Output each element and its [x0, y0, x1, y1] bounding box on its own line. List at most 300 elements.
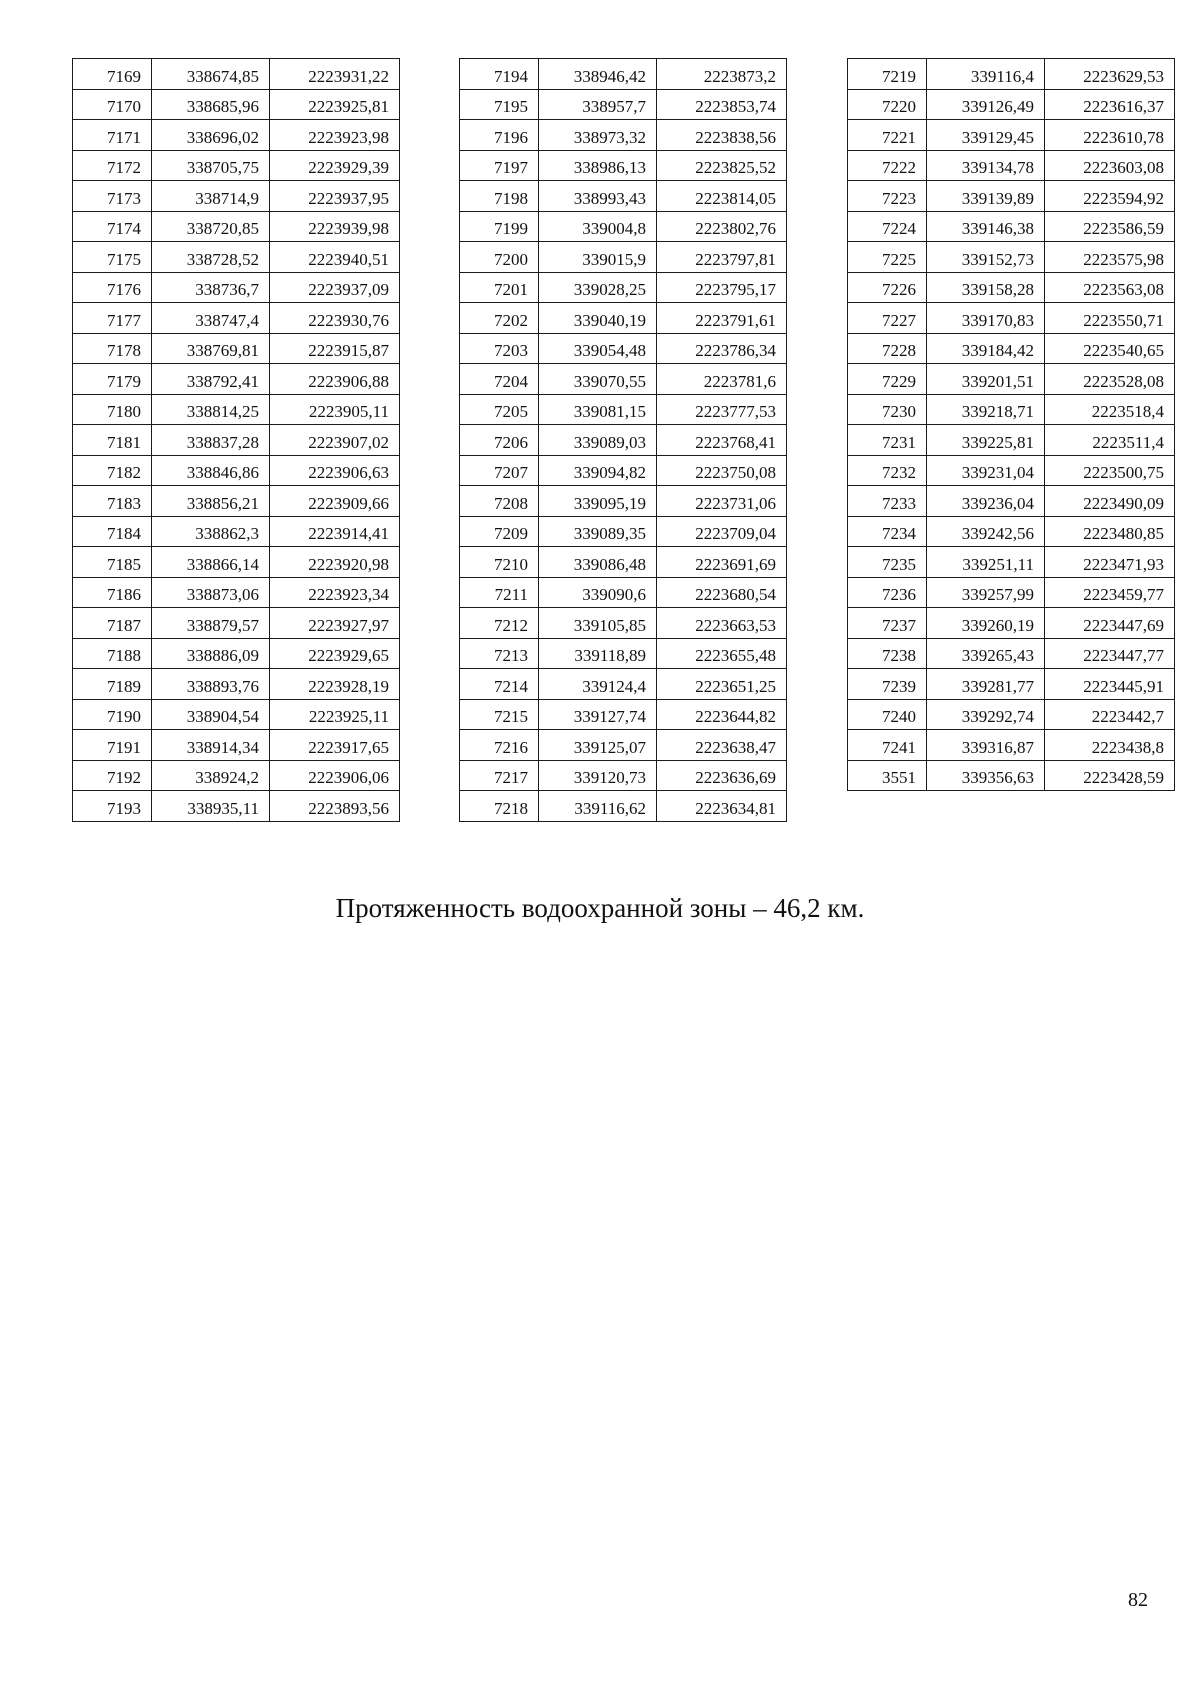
table-row [460, 150, 787, 181]
y-coordinate-cell: 2223781,6 [657, 364, 787, 395]
table-row [73, 669, 400, 700]
table-row [73, 120, 400, 151]
table-row [73, 272, 400, 303]
table-row [73, 577, 400, 608]
y-coordinate-cell: 2223563,08 [1045, 272, 1175, 303]
y-coordinate-cell: 2223511,4 [1045, 425, 1175, 456]
table-row [73, 455, 400, 486]
table-row [848, 425, 1175, 456]
point-number-cell: 7225 [848, 242, 927, 273]
point-number-cell: 7197 [460, 150, 539, 181]
x-coordinate-cell: 339090,6 [539, 577, 657, 608]
point-number-cell: 7241 [848, 730, 927, 761]
y-coordinate-cell: 2223480,85 [1045, 516, 1175, 547]
x-coordinate-cell: 339126,49 [927, 89, 1045, 120]
x-coordinate-cell: 339127,74 [539, 699, 657, 730]
point-number-cell: 7231 [848, 425, 927, 456]
table-row [460, 211, 787, 242]
y-coordinate-cell: 2223709,04 [657, 516, 787, 547]
table-row [848, 638, 1175, 669]
y-coordinate-cell: 2223929,65 [270, 638, 400, 669]
point-number-cell: 7238 [848, 638, 927, 669]
table-row [848, 150, 1175, 181]
point-number-cell: 7170 [73, 89, 152, 120]
y-coordinate-cell: 2223853,74 [657, 89, 787, 120]
table-row [73, 791, 400, 822]
point-number-cell: 7198 [460, 181, 539, 212]
point-number-cell: 7199 [460, 211, 539, 242]
point-number-cell: 7187 [73, 608, 152, 639]
table-row [460, 547, 787, 578]
y-coordinate-cell: 2223731,06 [657, 486, 787, 517]
y-coordinate-cell: 2223937,09 [270, 272, 400, 303]
y-coordinate-cell: 2223915,87 [270, 333, 400, 364]
table-row [460, 455, 787, 486]
x-coordinate-cell: 339118,89 [539, 638, 657, 669]
x-coordinate-cell: 339086,48 [539, 547, 657, 578]
y-coordinate-cell: 2223873,2 [657, 59, 787, 90]
y-coordinate-cell: 2223791,61 [657, 303, 787, 334]
x-coordinate-cell: 338973,32 [539, 120, 657, 151]
point-number-cell: 7174 [73, 211, 152, 242]
table-row [848, 486, 1175, 517]
x-coordinate-cell: 339184,42 [927, 333, 1045, 364]
x-coordinate-cell: 339257,99 [927, 577, 1045, 608]
table-row [848, 364, 1175, 395]
x-coordinate-cell: 339242,56 [927, 516, 1045, 547]
table-row [848, 608, 1175, 639]
y-coordinate-cell: 2223634,81 [657, 791, 787, 822]
x-coordinate-cell: 338696,02 [152, 120, 270, 151]
point-number-cell: 7202 [460, 303, 539, 334]
table-row [848, 333, 1175, 364]
table-row [73, 699, 400, 730]
point-number-cell: 7229 [848, 364, 927, 395]
y-coordinate-cell: 2223802,76 [657, 211, 787, 242]
point-number-cell: 7240 [848, 699, 927, 730]
table-row [73, 89, 400, 120]
y-coordinate-cell: 2223923,98 [270, 120, 400, 151]
page-number: 82 [1128, 1589, 1148, 1611]
x-coordinate-cell: 339054,48 [539, 333, 657, 364]
x-coordinate-cell: 338957,7 [539, 89, 657, 120]
point-number-cell: 7222 [848, 150, 927, 181]
x-coordinate-cell: 338728,52 [152, 242, 270, 273]
y-coordinate-cell: 2223838,56 [657, 120, 787, 151]
y-coordinate-cell: 2223940,51 [270, 242, 400, 273]
table-row [848, 242, 1175, 273]
y-coordinate-cell: 2223909,66 [270, 486, 400, 517]
x-coordinate-cell: 338879,57 [152, 608, 270, 639]
point-number-cell: 7220 [848, 89, 927, 120]
x-coordinate-cell: 338736,7 [152, 272, 270, 303]
point-number-cell: 7206 [460, 425, 539, 456]
x-coordinate-cell: 338747,4 [152, 303, 270, 334]
y-coordinate-cell: 2223528,08 [1045, 364, 1175, 395]
point-number-cell: 7224 [848, 211, 927, 242]
x-coordinate-cell: 339236,04 [927, 486, 1045, 517]
x-coordinate-cell: 339292,74 [927, 699, 1045, 730]
table-row [460, 516, 787, 547]
point-number-cell: 7205 [460, 394, 539, 425]
point-number-cell: 7223 [848, 181, 927, 212]
x-coordinate-cell: 338856,21 [152, 486, 270, 517]
point-number-cell: 7193 [73, 791, 152, 822]
table-row [460, 730, 787, 761]
table-row [848, 760, 1175, 791]
x-coordinate-cell: 339231,04 [927, 455, 1045, 486]
y-coordinate-cell: 2223905,11 [270, 394, 400, 425]
point-number-cell: 7215 [460, 699, 539, 730]
y-coordinate-cell: 2223447,69 [1045, 608, 1175, 639]
point-number-cell: 7182 [73, 455, 152, 486]
y-coordinate-cell: 2223655,48 [657, 638, 787, 669]
point-number-cell: 7173 [73, 181, 152, 212]
y-coordinate-cell: 2223428,59 [1045, 760, 1175, 791]
table-row [848, 516, 1175, 547]
point-number-cell: 7188 [73, 638, 152, 669]
point-number-cell: 7183 [73, 486, 152, 517]
y-coordinate-cell: 2223907,02 [270, 425, 400, 456]
y-coordinate-cell: 2223923,34 [270, 577, 400, 608]
point-number-cell: 7209 [460, 516, 539, 547]
y-coordinate-cell: 2223825,52 [657, 150, 787, 181]
y-coordinate-cell: 2223550,71 [1045, 303, 1175, 334]
point-number-cell: 7228 [848, 333, 927, 364]
x-coordinate-cell: 339158,28 [927, 272, 1045, 303]
point-number-cell: 7226 [848, 272, 927, 303]
x-coordinate-cell: 339070,55 [539, 364, 657, 395]
y-coordinate-cell: 2223445,91 [1045, 669, 1175, 700]
table-row [848, 89, 1175, 120]
y-coordinate-cell: 2223680,54 [657, 577, 787, 608]
y-coordinate-cell: 2223939,98 [270, 211, 400, 242]
x-coordinate-cell: 339201,51 [927, 364, 1045, 395]
point-number-cell: 7221 [848, 120, 927, 151]
x-coordinate-cell: 338873,06 [152, 577, 270, 608]
x-coordinate-cell: 339316,87 [927, 730, 1045, 761]
x-coordinate-cell: 338769,81 [152, 333, 270, 364]
table-row [460, 699, 787, 730]
table-row [460, 577, 787, 608]
table-row [848, 272, 1175, 303]
x-coordinate-cell: 338720,85 [152, 211, 270, 242]
y-coordinate-cell: 2223893,56 [270, 791, 400, 822]
x-coordinate-cell: 339251,11 [927, 547, 1045, 578]
y-coordinate-cell: 2223540,65 [1045, 333, 1175, 364]
table-row [848, 730, 1175, 761]
x-coordinate-cell: 338904,54 [152, 699, 270, 730]
y-coordinate-cell: 2223797,81 [657, 242, 787, 273]
y-coordinate-cell: 2223925,81 [270, 89, 400, 120]
y-coordinate-cell: 2223906,88 [270, 364, 400, 395]
table-row [460, 120, 787, 151]
x-coordinate-cell: 339120,73 [539, 760, 657, 791]
x-coordinate-cell: 339095,19 [539, 486, 657, 517]
table-row [460, 669, 787, 700]
point-number-cell: 7236 [848, 577, 927, 608]
x-coordinate-cell: 339260,19 [927, 608, 1045, 639]
x-coordinate-cell: 339218,71 [927, 394, 1045, 425]
table-row [73, 59, 400, 90]
y-coordinate-cell: 2223586,59 [1045, 211, 1175, 242]
point-number-cell: 7175 [73, 242, 152, 273]
point-number-cell: 7194 [460, 59, 539, 90]
coordinates-table-body [848, 59, 1175, 791]
x-coordinate-cell: 339265,43 [927, 638, 1045, 669]
point-number-cell: 7195 [460, 89, 539, 120]
x-coordinate-cell: 338886,09 [152, 638, 270, 669]
point-number-cell: 7230 [848, 394, 927, 425]
y-coordinate-cell: 2223814,05 [657, 181, 787, 212]
table-row [73, 730, 400, 761]
point-number-cell: 7210 [460, 547, 539, 578]
table-row [460, 59, 787, 90]
y-coordinate-cell: 2223750,08 [657, 455, 787, 486]
point-number-cell: 7185 [73, 547, 152, 578]
x-coordinate-cell: 338993,43 [539, 181, 657, 212]
x-coordinate-cell: 339028,25 [539, 272, 657, 303]
point-number-cell: 7196 [460, 120, 539, 151]
table-row [848, 394, 1175, 425]
x-coordinate-cell: 339004,8 [539, 211, 657, 242]
table-row [848, 120, 1175, 151]
x-coordinate-cell: 339139,89 [927, 181, 1045, 212]
x-coordinate-cell: 339094,82 [539, 455, 657, 486]
x-coordinate-cell: 339124,4 [539, 669, 657, 700]
point-number-cell: 7207 [460, 455, 539, 486]
table-row [460, 89, 787, 120]
table-row [460, 486, 787, 517]
table-row [460, 181, 787, 212]
table-row [73, 211, 400, 242]
y-coordinate-cell: 2223594,92 [1045, 181, 1175, 212]
water-protection-zone-length: Протяженность водоохранной зоны – 46,2 км. [335, 893, 865, 923]
y-coordinate-cell: 2223575,98 [1045, 242, 1175, 273]
x-coordinate-cell: 339170,83 [927, 303, 1045, 334]
table-row [73, 425, 400, 456]
y-coordinate-cell: 2223610,78 [1045, 120, 1175, 151]
table-row [73, 333, 400, 364]
x-coordinate-cell: 339129,45 [927, 120, 1045, 151]
y-coordinate-cell: 2223930,76 [270, 303, 400, 334]
point-number-cell: 7181 [73, 425, 152, 456]
x-coordinate-cell: 338792,41 [152, 364, 270, 395]
y-coordinate-cell: 2223937,95 [270, 181, 400, 212]
point-number-cell: 7214 [460, 669, 539, 700]
y-coordinate-cell: 2223691,69 [657, 547, 787, 578]
y-coordinate-cell: 2223638,47 [657, 730, 787, 761]
y-coordinate-cell: 2223927,97 [270, 608, 400, 639]
y-coordinate-cell: 2223929,39 [270, 150, 400, 181]
table-row [73, 516, 400, 547]
x-coordinate-cell: 339281,77 [927, 669, 1045, 700]
table-row [73, 486, 400, 517]
point-number-cell: 7233 [848, 486, 927, 517]
table-row [73, 181, 400, 212]
x-coordinate-cell: 339081,15 [539, 394, 657, 425]
x-coordinate-cell: 338837,28 [152, 425, 270, 456]
y-coordinate-cell: 2223795,17 [657, 272, 787, 303]
table-row [460, 791, 787, 822]
table-row [848, 699, 1175, 730]
table-row [73, 242, 400, 273]
x-coordinate-cell: 338866,14 [152, 547, 270, 578]
point-number-cell: 7177 [73, 303, 152, 334]
x-coordinate-cell: 338935,11 [152, 791, 270, 822]
table-row [73, 394, 400, 425]
y-coordinate-cell: 2223500,75 [1045, 455, 1175, 486]
coordinates-table-body [73, 59, 400, 822]
point-number-cell: 7192 [73, 760, 152, 791]
y-coordinate-cell: 2223459,77 [1045, 577, 1175, 608]
y-coordinate-cell: 2223471,93 [1045, 547, 1175, 578]
coordinates-table-body [460, 59, 787, 822]
point-number-cell: 7218 [460, 791, 539, 822]
table-row [848, 577, 1175, 608]
x-coordinate-cell: 339356,63 [927, 760, 1045, 791]
point-number-cell: 7186 [73, 577, 152, 608]
point-number-cell: 7171 [73, 120, 152, 151]
x-coordinate-cell: 338846,86 [152, 455, 270, 486]
point-number-cell: 7169 [73, 59, 152, 90]
table-row [460, 394, 787, 425]
table-row [848, 181, 1175, 212]
point-number-cell: 7172 [73, 150, 152, 181]
y-coordinate-cell: 2223438,8 [1045, 730, 1175, 761]
table-row [460, 242, 787, 273]
table-row [460, 272, 787, 303]
point-number-cell: 7179 [73, 364, 152, 395]
table-row [460, 333, 787, 364]
point-number-cell: 7235 [848, 547, 927, 578]
point-number-cell: 7191 [73, 730, 152, 761]
x-coordinate-cell: 338705,75 [152, 150, 270, 181]
table-row [460, 303, 787, 334]
x-coordinate-cell: 338924,2 [152, 760, 270, 791]
table-row [73, 760, 400, 791]
table-row [848, 59, 1175, 90]
x-coordinate-cell: 339152,73 [927, 242, 1045, 273]
point-number-cell: 7200 [460, 242, 539, 273]
point-number-cell: 7213 [460, 638, 539, 669]
table-row [460, 760, 787, 791]
point-number-cell: 7176 [73, 272, 152, 303]
point-number-cell: 7234 [848, 516, 927, 547]
y-coordinate-cell: 2223768,41 [657, 425, 787, 456]
x-coordinate-cell: 339105,85 [539, 608, 657, 639]
y-coordinate-cell: 2223636,69 [657, 760, 787, 791]
x-coordinate-cell: 339116,62 [539, 791, 657, 822]
x-coordinate-cell: 338914,34 [152, 730, 270, 761]
table-row [460, 608, 787, 639]
point-number-cell: 7239 [848, 669, 927, 700]
x-coordinate-cell: 338986,13 [539, 150, 657, 181]
table-row [73, 547, 400, 578]
table-row [848, 455, 1175, 486]
x-coordinate-cell: 338674,85 [152, 59, 270, 90]
x-coordinate-cell: 339225,81 [927, 425, 1045, 456]
point-number-cell: 7204 [460, 364, 539, 395]
y-coordinate-cell: 2223603,08 [1045, 150, 1175, 181]
point-number-cell: 7212 [460, 608, 539, 639]
point-number-cell: 7219 [848, 59, 927, 90]
y-coordinate-cell: 2223447,77 [1045, 638, 1175, 669]
y-coordinate-cell: 2223629,53 [1045, 59, 1175, 90]
point-number-cell: 7201 [460, 272, 539, 303]
y-coordinate-cell: 2223651,25 [657, 669, 787, 700]
y-coordinate-cell: 2223777,53 [657, 394, 787, 425]
point-number-cell: 7189 [73, 669, 152, 700]
y-coordinate-cell: 2223931,22 [270, 59, 400, 90]
coordinates-table-3 [847, 58, 1175, 791]
table-row [848, 547, 1175, 578]
table-row [73, 638, 400, 669]
y-coordinate-cell: 2223490,09 [1045, 486, 1175, 517]
x-coordinate-cell: 339040,19 [539, 303, 657, 334]
x-coordinate-cell: 339134,78 [927, 150, 1045, 181]
y-coordinate-cell: 2223663,53 [657, 608, 787, 639]
y-coordinate-cell: 2223616,37 [1045, 89, 1175, 120]
x-coordinate-cell: 339146,38 [927, 211, 1045, 242]
point-number-cell: 7227 [848, 303, 927, 334]
y-coordinate-cell: 2223920,98 [270, 547, 400, 578]
x-coordinate-cell: 338814,25 [152, 394, 270, 425]
table-row [73, 150, 400, 181]
table-row [73, 364, 400, 395]
point-number-cell: 7217 [460, 760, 539, 791]
x-coordinate-cell: 339116,4 [927, 59, 1045, 90]
y-coordinate-cell: 2223518,4 [1045, 394, 1175, 425]
table-row [460, 364, 787, 395]
table-row [848, 303, 1175, 334]
table-row [460, 425, 787, 456]
point-number-cell: 7180 [73, 394, 152, 425]
y-coordinate-cell: 2223906,63 [270, 455, 400, 486]
y-coordinate-cell: 2223925,11 [270, 699, 400, 730]
x-coordinate-cell: 338893,76 [152, 669, 270, 700]
point-number-cell: 7178 [73, 333, 152, 364]
point-number-cell: 7237 [848, 608, 927, 639]
point-number-cell: 7232 [848, 455, 927, 486]
x-coordinate-cell: 339089,35 [539, 516, 657, 547]
table-row [848, 211, 1175, 242]
x-coordinate-cell: 339125,07 [539, 730, 657, 761]
y-coordinate-cell: 2223442,7 [1045, 699, 1175, 730]
point-number-cell: 7211 [460, 577, 539, 608]
y-coordinate-cell: 2223914,41 [270, 516, 400, 547]
point-number-cell: 7216 [460, 730, 539, 761]
point-number-cell: 7203 [460, 333, 539, 364]
table-row [73, 608, 400, 639]
table-row [460, 638, 787, 669]
point-number-cell: 7208 [460, 486, 539, 517]
table-row [848, 669, 1175, 700]
y-coordinate-cell: 2223786,34 [657, 333, 787, 364]
y-coordinate-cell: 2223644,82 [657, 699, 787, 730]
x-coordinate-cell: 339089,03 [539, 425, 657, 456]
y-coordinate-cell: 2223917,65 [270, 730, 400, 761]
y-coordinate-cell: 2223906,06 [270, 760, 400, 791]
coordinates-table-2 [459, 58, 787, 822]
y-coordinate-cell: 2223928,19 [270, 669, 400, 700]
point-number-cell: 7184 [73, 516, 152, 547]
x-coordinate-cell: 338862,3 [152, 516, 270, 547]
coordinates-table-1 [72, 58, 400, 822]
point-number-cell: 7190 [73, 699, 152, 730]
table-row [73, 303, 400, 334]
x-coordinate-cell: 338946,42 [539, 59, 657, 90]
